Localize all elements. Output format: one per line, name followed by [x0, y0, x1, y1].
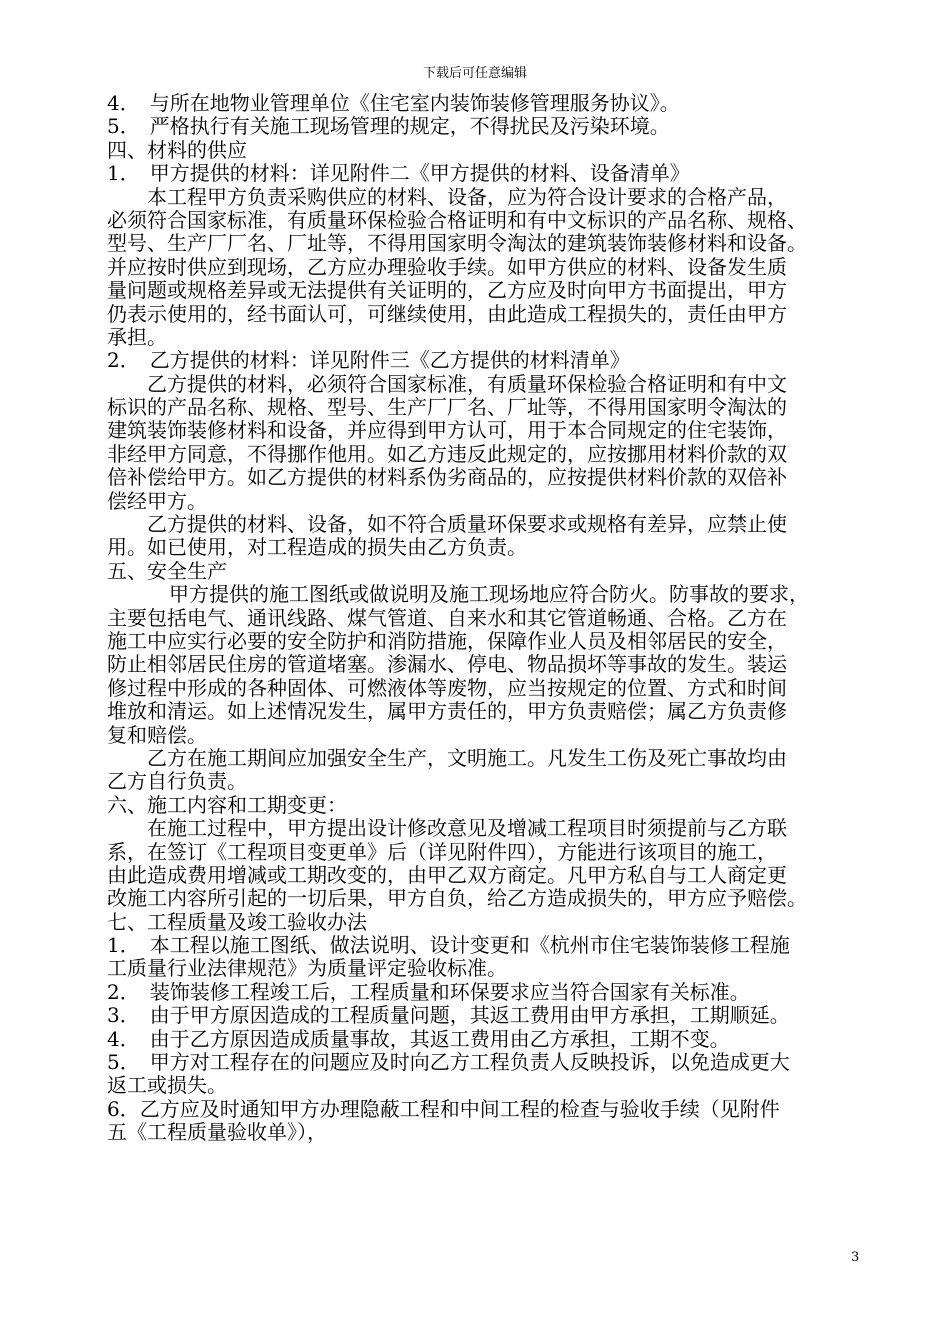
text-line: 型号、生产厂厂名、厂址等，不得用国家明令淘汰的建筑装饰装修材料和设备。 [107, 231, 807, 256]
text-line: 堆放和清运。如上述情况发生，属甲方责任的，甲方负责赔偿；属乙方负责修 [107, 699, 787, 724]
text-line: 2． 装饰装修工程竣工后，工程质量和环保要求应当符合国家有关标准。 [107, 979, 750, 1004]
text-line: 七、工程质量及竣工验收办法 [107, 909, 367, 934]
text-line: 由此造成费用增减或工期改变的，由甲乙双方商定。凡甲方私自与工人商定更 [107, 862, 787, 887]
text-line: 量问题或规格差异或无法提供有关证明的，乙方应及时向甲方书面提出，甲方 [107, 278, 787, 303]
page-number: 3 [851, 1250, 860, 1265]
text-line: 修过程中形成的各种固体、可燃液体等废物，应当按规定的位置、方式和时间 [107, 675, 787, 700]
text-line: 5． 严格执行有关施工现场管理的规定，不得扰民及污染环境。 [107, 114, 670, 139]
text-line: 四、材料的供应 [107, 137, 247, 162]
text-line: 五、安全生产 [107, 558, 227, 583]
text-line: 乙方提供的材料，必须符合国家标准，有质量环保检验合格证明和有中文 [147, 371, 787, 396]
text-line: 4． 由于乙方原因造成质量事故，其返工费用由乙方承担，工期不变。 [107, 1026, 730, 1051]
text-line: 乙方在施工期间应加强安全生产，文明施工。凡发生工伤及死亡事故均由 [147, 745, 787, 770]
text-line: 1． 甲方提供的材料：详见附件二《甲方提供的材料、设备清单》 [107, 161, 690, 186]
text-line: 返工或损失。 [107, 1073, 227, 1098]
text-line: 主要包括电气、通讯线路、煤气管道、自来水和其它管道畅通、合格。乙方在 [107, 605, 787, 630]
text-line: 3． 由于甲方原因造成的工程质量问题，其返工费用由甲方承担，工期顺延。 [107, 1003, 790, 1028]
text-line: 非经甲方同意，不得挪作他用。如乙方违反此规定的，应按挪用材料价款的双 [107, 441, 787, 466]
text-line: 改施工内容所引起的一切后果，甲方自负，给乙方造成损失的，甲方应予赔偿。 [107, 886, 807, 911]
header-text: 下载后可任意编辑 [422, 66, 527, 81]
text-line: 标识的产品名称、规格、型号、生产厂厂名、厂址等，不得用国家明令淘汰的 [107, 395, 787, 420]
text-line: 倍补偿给甲方。如乙方提供的材料系伪劣商品的，应按提供材料价款的双倍补 [107, 465, 787, 490]
text-line: 4． 与所在地物业管理单位《住宅室内装饰装修管理服务协议》。 [107, 91, 680, 115]
text-line: 5． 甲方对工程存在的问题应及时向乙方工程负责人反映投诉，以免造成更大 [107, 1050, 790, 1075]
text-line: 承担。 [107, 324, 167, 349]
text-line: 五《工程质量验收单》）， [107, 1120, 327, 1145]
text-line: 系，在签订《工程项目变更单》后（详见附件四），方能进行该项目的施工， [107, 839, 777, 864]
text-line: 在施工过程中，甲方提出设计修改意见及增减工程项目时须提前与乙方联 [147, 816, 787, 841]
text-line: 用。如已使用，对工程造成的损失由乙方负责。 [107, 535, 527, 560]
text-line: 6．乙方应及时通知甲方办理隐蔽工程和中间工程的检查与验收手续（见附件 [107, 1096, 780, 1121]
text-line: 必须符合国家标准，有质量环保检验合格证明和有中文标识的产品名称、规格、 [107, 207, 807, 232]
text-line: 建筑装饰装修材料和设备，并应得到甲方认可，用于本合同规定的住宅装饰， [107, 418, 787, 443]
text-line: 乙方提供的材料、设备，如不符合质量环保要求或规格有差异，应禁止使 [147, 512, 787, 537]
text-line: 并应按时供应到现场，乙方应办理验收手续。如甲方供应的材料、设备发生质 [107, 254, 787, 279]
text-line: 六、施工内容和工期变更： [107, 792, 347, 817]
text-line: 施工中应实行必要的安全防护和消防措施，保障作业人员及相邻居民的安全， [107, 628, 787, 653]
text-line: 本工程甲方负责采购供应的材料、设备，应为符合设计要求的合格产品， [147, 184, 787, 209]
text-line: 防止相邻居民住房的管道堵塞。渗漏水、停电、物品损坏等事故的发生。装运 [107, 652, 787, 677]
text-line: 乙方自行负责。 [107, 769, 247, 794]
text-line: 仍表示使用的，经书面认可，可继续使用，由此造成工程损失的，责任由甲方 [107, 301, 787, 326]
text-line: 工质量行业法律规范》为质量评定验收标准。 [107, 956, 507, 981]
text-line: 复和赔偿。 [107, 722, 207, 747]
text-line: 2． 乙方提供的材料：详见附件三《乙方提供的材料清单》 [107, 348, 630, 373]
page-header [0, 66, 950, 82]
text-line: 甲方提供的施工图纸或做说明及施工现场地应符合防火。防事故的要求， [169, 582, 809, 607]
text-line: 1． 本工程以施工图纸、做法说明、设计变更和《杭州市住宅装饰装修工程施 [107, 933, 790, 958]
text-line: 偿经甲方。 [107, 488, 207, 513]
document-body [107, 92, 867, 1145]
